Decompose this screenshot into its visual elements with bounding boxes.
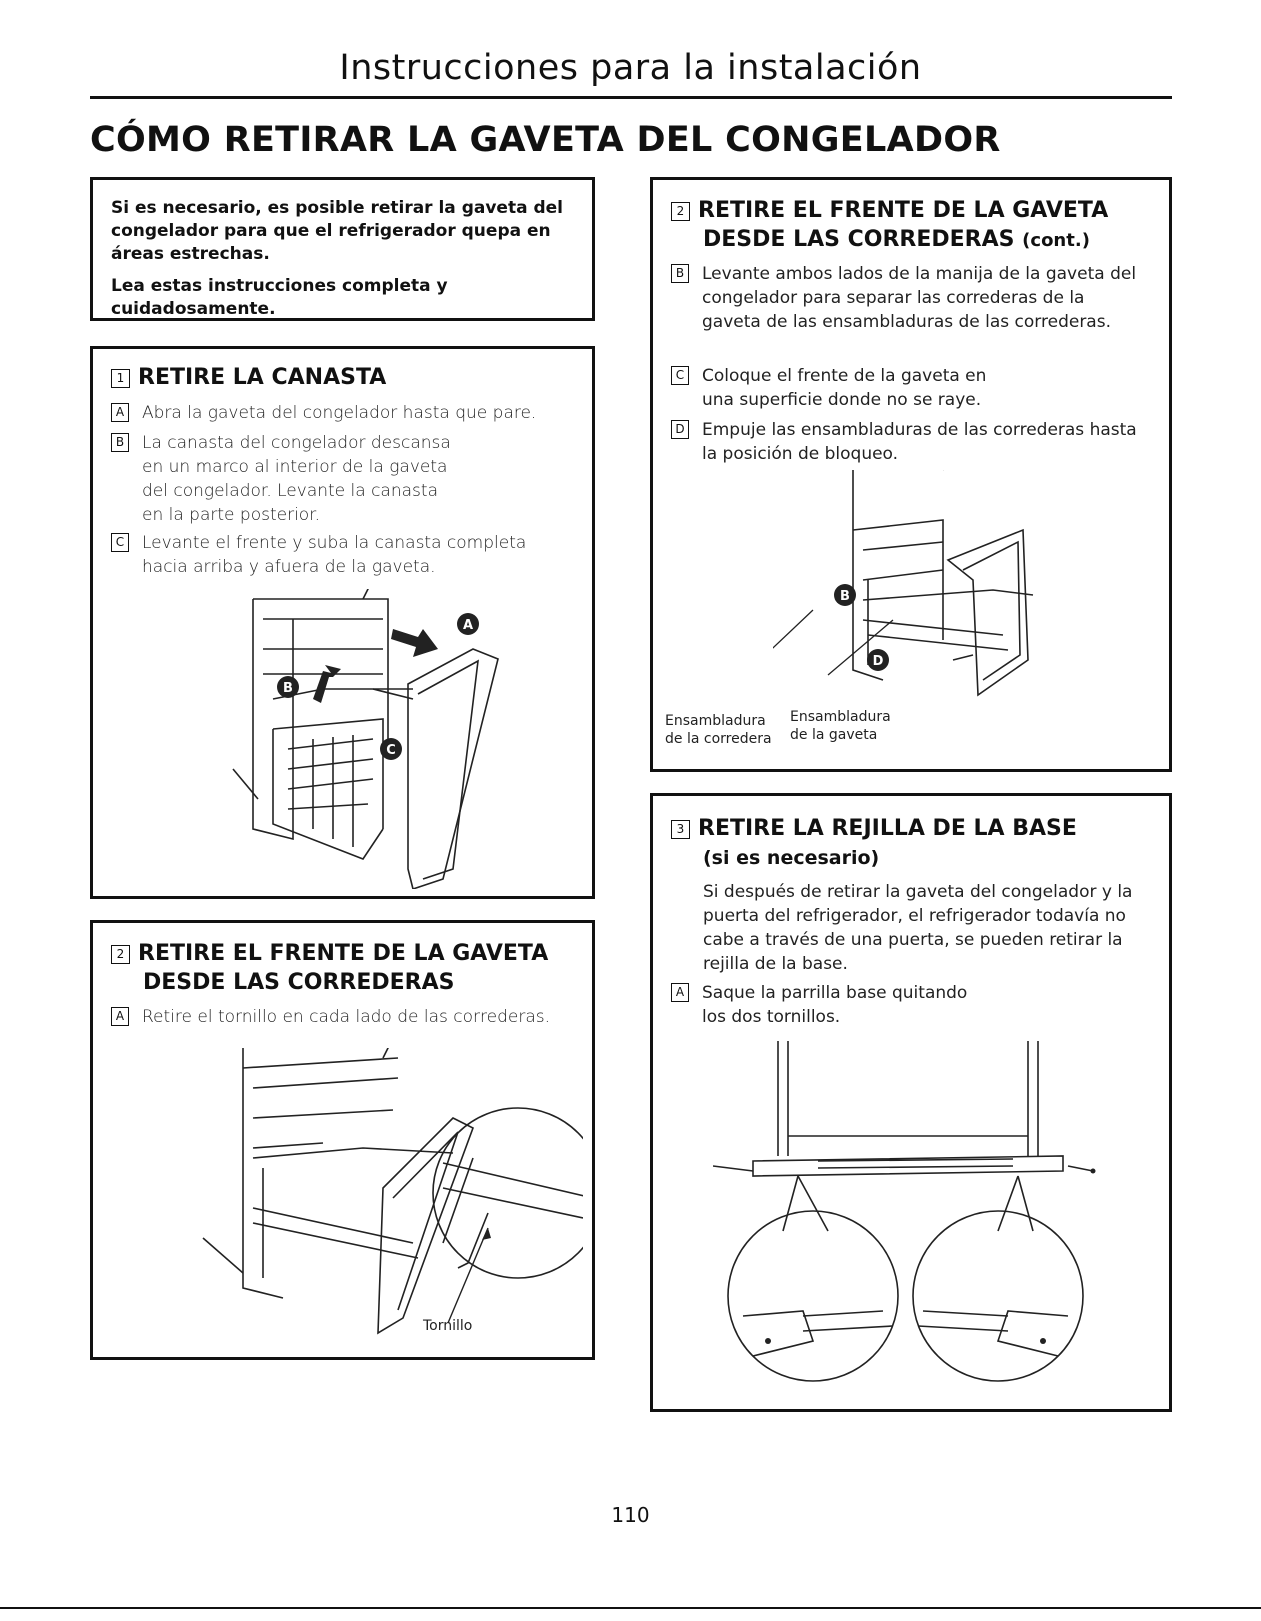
step-letter-badge: C [671,366,689,385]
step-letter-badge: D [671,420,689,439]
slide-assembly-illustration [773,470,1173,700]
step-letter-badge: A [111,403,129,422]
header-rule [90,96,1172,99]
step-number-badge: 2 [671,202,690,221]
step-letter-badge: A [111,1007,129,1026]
step-c [671,364,991,412]
intro-warning: Lea estas instrucciones completa y cuidadosamente. [111,276,448,319]
section-title-line1: RETIRE EL FRENTE DE LA GAVETA [138,941,549,966]
section-title-line2 [703,225,1090,255]
callout-b-marker [277,676,299,698]
drawer-assembly-callout [790,708,891,744]
step-letter-badge: B [111,433,129,452]
step-a [111,1005,591,1029]
section-title-line2: DESDE LAS CORREDERAS [143,970,455,995]
callout-b-label: B [840,589,850,604]
step-letter-badge: A [671,983,689,1002]
step-text: Coloque el frente de la gaveta en una superficie donde no se raye. [702,366,987,410]
section-remove-drawer-front [90,920,595,1360]
step-a [111,401,581,425]
callout-a-marker [457,613,479,635]
callout-d-label: D [872,654,884,669]
bottom-rule [0,1607,1261,1609]
callout-b-marker [834,584,856,606]
callout-b-label: B [283,681,293,696]
callout-c-label: C [386,743,396,758]
main-title: CÓMO RETIRAR LA GAVETA DEL CONGELADOR [90,120,1001,160]
section-subtitle: (si es necesario) [703,847,880,869]
step-text: La canasta del congelador descansa en un marco al interior de la gaveta del congelador. Levante la canasta en la parte posterior. [142,433,451,525]
callout-d-marker [867,649,889,671]
intro-box [90,177,595,321]
step-text: Levante el frente y suba la canasta completa hacia arriba y afuera de la gaveta. [142,533,527,577]
step-a [671,981,991,1029]
step-text: Empuje las ensambladuras de las correderas hasta la posición de bloqueo. [702,420,1137,464]
screw-removal-illustration [143,1048,583,1348]
step-c [111,531,531,579]
step-number-badge: 3 [671,820,690,839]
step-text: Levante ambos lados de la manija de la gaveta del congelador para separar las correderas de la gaveta de las ensambladuras de las correderas. [702,264,1137,332]
section-title [111,939,548,968]
intro-text: Si es necesario, es posible retirar la gaveta del congelador para que el refrigerador quepa en áreas estrechas. [111,198,563,264]
section-title [111,363,386,392]
base-grille-illustration [713,1041,1133,1386]
callout-line: de la gaveta [790,727,878,743]
callout-a-label: A [462,618,474,633]
step-number-badge: 1 [111,369,130,388]
section-paragraph: Si después de retirar la gaveta del congelador y la puerta del refrigerador, el refrigerador todavía no cabe a través de una puerta, se pueden retirar la rejilla de la base. [703,882,1133,974]
step-b [111,431,451,527]
section-remove-drawer-front-cont [650,177,1172,772]
step-b [671,262,1141,334]
section-title-suffix: (cont.) [1022,230,1090,251]
screw-leader-line [448,1228,488,1323]
callout-line: de la corredera [665,731,772,747]
screw-callout: Tornillo [423,1318,473,1334]
step-text: Abra la gaveta del congelador hasta que pare. [142,403,537,423]
section-title-line2-text: DESDE LAS CORREDERAS [703,227,1015,252]
callout-line: Ensambladura [665,713,766,729]
page-number: 110 [611,1503,650,1527]
callout-line: Ensambladura [790,709,891,725]
step-letter-badge: B [671,264,689,283]
section-remove-basket [90,346,595,899]
step-text: Retire el tornillo en cada lado de las correderas. [142,1007,550,1027]
step-letter-badge: C [111,533,129,552]
section-remove-base-grille [650,793,1172,1412]
lift-up-arrow-icon [313,665,341,703]
screw-icon [1091,1169,1096,1174]
slide-assembly-callout [665,712,772,748]
section-title [671,814,1077,843]
section-title-text: RETIRE LA CANASTA [138,365,387,390]
basket-removal-illustration [213,589,573,889]
section-title [671,196,1108,225]
step-d [671,418,1141,466]
page-header-title: Instrucciones para la instalación [339,48,922,88]
screw-icon [765,1338,771,1344]
section-title-line1: RETIRE EL FRENTE DE LA GAVETA [698,198,1109,223]
pull-out-arrow-icon [391,629,438,657]
screw-icon [1040,1338,1046,1344]
section-title-text: RETIRE LA REJILLA DE LA BASE [698,816,1077,841]
step-number-badge: 2 [111,945,130,964]
step-text: Saque la parrilla base quitando los dos tornillos. [702,983,968,1027]
callout-c-marker [380,738,402,760]
